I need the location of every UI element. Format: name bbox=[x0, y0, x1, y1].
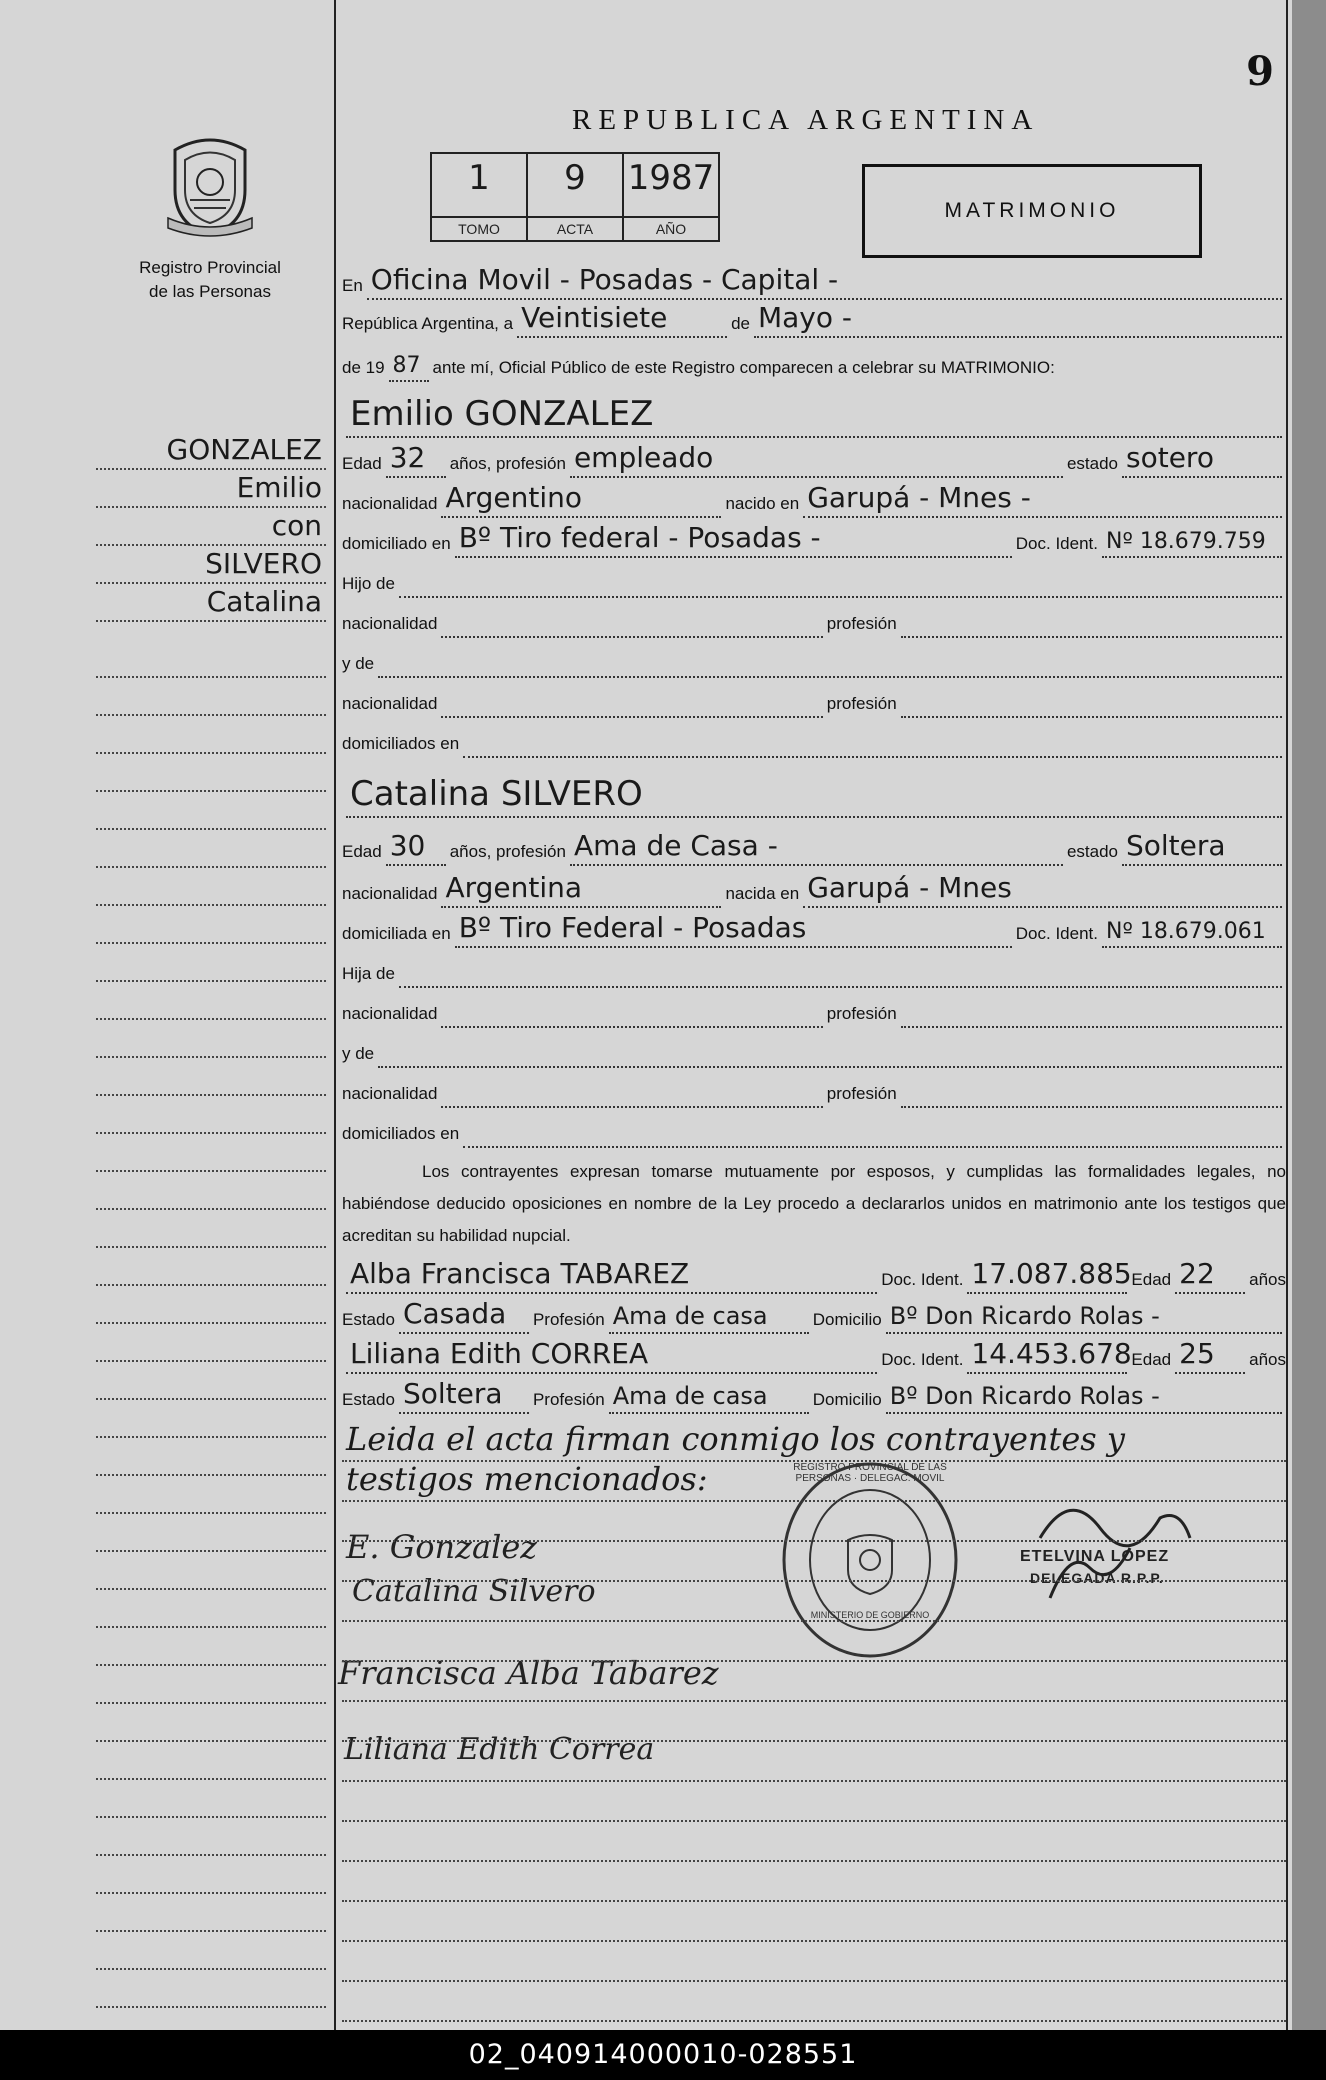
left-margin-rule bbox=[334, 0, 336, 2030]
margin-blank-line bbox=[96, 1134, 326, 1172]
margin-blank-line bbox=[96, 1780, 326, 1818]
margin-blank-line bbox=[96, 1096, 326, 1134]
witness1-name-row: Alba Francisca TABAREZ Doc. Ident. 17.087.885 Edad 22 años bbox=[342, 1262, 1286, 1294]
margin-blank-line bbox=[96, 1666, 326, 1704]
record-type-box: MATRIMONIO bbox=[862, 164, 1202, 258]
groom-name-row bbox=[342, 396, 1286, 438]
witness2-profession-field: Ama de casa bbox=[609, 1380, 809, 1414]
margin-blank-line bbox=[96, 868, 326, 906]
record-number-box bbox=[430, 152, 720, 242]
registry-name: Registro Provincial de las Personas bbox=[139, 258, 281, 301]
witness2-doc-field: 14.453.678 bbox=[967, 1340, 1127, 1374]
bride-profession-field: Ama de Casa - bbox=[570, 832, 1063, 866]
bride-father-profession-field bbox=[901, 994, 1282, 1028]
groom-domicile-row: domiciliado en Bº Tiro federal - Posadas - Doc. Ident. Nº 18.679.759 bbox=[342, 526, 1286, 558]
margin-blank-line bbox=[96, 716, 326, 754]
groom-nationality-field: Argentino bbox=[441, 484, 721, 518]
bride-domicile-row: domiciliada en Bº Tiro Federal - Posadas Doc. Ident. Nº 18.679.061 bbox=[342, 916, 1286, 948]
bride-father-row: Hija de bbox=[342, 956, 1286, 988]
margin-blank-line bbox=[96, 1324, 326, 1362]
witness2-name-field: Liliana Edith CORREA bbox=[346, 1340, 877, 1374]
margin-blank-line bbox=[96, 640, 326, 678]
country-heading: REPUBLICA ARGENTINA bbox=[572, 104, 1040, 136]
footer-id: 02_040914000010-028551 bbox=[0, 2030, 1326, 2080]
place-row: En Oficina Movil - Posadas - Capital - bbox=[342, 268, 1286, 300]
bride-mother-profession-field bbox=[901, 1074, 1282, 1108]
bride-mother-field bbox=[378, 1034, 1282, 1068]
blank-ruled-line bbox=[342, 1904, 1286, 1942]
groom-doc-field: Nº 18.679.759 bbox=[1102, 524, 1282, 558]
witness2-details-row: Estado Soltera Profesión Ama de casa Domicilio Bº Don Ricardo Rolas - bbox=[342, 1382, 1286, 1414]
groom-parents-domicile-field bbox=[463, 724, 1282, 758]
officer-title: DELEGADA R.P.P. bbox=[1030, 1570, 1164, 1586]
margin-blank-line bbox=[96, 1362, 326, 1400]
bride-father-field bbox=[399, 954, 1282, 988]
right-margin-rule bbox=[1286, 0, 1288, 2030]
witness1-domicile-field: Bº Don Ricardo Rolas - bbox=[886, 1300, 1282, 1334]
groom-father-row: Hijo de bbox=[342, 566, 1286, 598]
bride-nationality-row: nacionalidad Argentina nacida en Garupá - Mnes bbox=[342, 876, 1286, 908]
bride-birthplace-field: Garupá - Mnes bbox=[803, 874, 1282, 908]
margin-blank-line bbox=[96, 754, 326, 792]
witness1-name-field: Alba Francisca TABAREZ bbox=[346, 1260, 877, 1294]
tomo-cell: 1 TOMO bbox=[432, 154, 528, 240]
witness1-age-field: 22 bbox=[1175, 1260, 1245, 1294]
witness2-age-field: 25 bbox=[1175, 1340, 1245, 1374]
margin-blank-line bbox=[96, 1894, 326, 1932]
margin-blank-line bbox=[96, 1742, 326, 1780]
groom-age-row: Edad 32 años, profesión empleado estado sotero bbox=[342, 446, 1286, 478]
groom-mother-nationality-field bbox=[441, 684, 822, 718]
margin-blank-line bbox=[96, 1400, 326, 1438]
ano-cell: 1987 AÑO bbox=[624, 154, 718, 240]
bride-nationality-field: Argentina bbox=[441, 874, 721, 908]
margin-blank-line bbox=[96, 1856, 326, 1894]
witness2-name-row: Liliana Edith CORREA Doc. Ident. 14.453.678 Edad 25 años bbox=[342, 1342, 1286, 1374]
margin-blank-line bbox=[96, 1248, 326, 1286]
province-seal bbox=[160, 130, 260, 240]
bride-status-field: Soltera bbox=[1122, 832, 1282, 866]
groom-mother-profession-field bbox=[901, 684, 1282, 718]
blank-ruled-line bbox=[342, 1784, 1286, 1822]
blank-ruled-line bbox=[342, 1504, 1286, 1542]
blank-ruled-line bbox=[342, 1944, 1286, 1982]
margin-blank-line bbox=[96, 1514, 326, 1552]
margin-blank-line bbox=[96, 1476, 326, 1514]
groom-father-nationality-row: nacionalidad profesión bbox=[342, 606, 1286, 638]
declaration-paragraph: Los contrayentes expresan tomarse mutuamente por esposos, y cumplidas las formalidades legales, no habiéndose deducido oposiciones en nombre de la Ley procedo a declararlos unidos en matrimonio ante los testigos que acreditan su habilidad nupcial. bbox=[342, 1162, 1286, 1245]
place-field: Oficina Movil - Posadas - Capital - bbox=[367, 266, 1282, 300]
bride-father-nationality-field bbox=[441, 994, 822, 1028]
blank-ruled-line bbox=[342, 1984, 1286, 2022]
date-row: República Argentina, a Veintisiete de Mayo - bbox=[342, 306, 1286, 338]
blank-ruled-line bbox=[342, 1664, 1286, 1702]
margin-note-line: GONZALEZ bbox=[96, 432, 326, 470]
groom-profession-field: empleado bbox=[570, 444, 1063, 478]
blank-ruled-line bbox=[342, 1824, 1286, 1862]
blank-ruled-line bbox=[342, 1624, 1286, 1662]
blank-ruled-line bbox=[342, 1744, 1286, 1782]
groom-age-field: 32 bbox=[386, 444, 446, 478]
bride-domicile-field: Bº Tiro Federal - Posadas bbox=[455, 914, 1012, 948]
blank-ruled-line bbox=[342, 1544, 1286, 1582]
witness2-status-field: Soltera bbox=[399, 1380, 529, 1414]
groom-nationality-row: nacionalidad Argentino nacido en Garupá - Mnes - bbox=[342, 486, 1286, 518]
bride-parents-domicile-row: domiciliados en bbox=[342, 1116, 1286, 1148]
witness1-profession-field: Ama de casa bbox=[609, 1300, 809, 1334]
groom-mother-field bbox=[378, 644, 1282, 678]
closing-line: Leida el acta firman conmigo los contrayentes y bbox=[342, 1424, 1286, 1462]
witness1-status-field: Casada bbox=[399, 1300, 529, 1334]
margin-blank-line bbox=[96, 1438, 326, 1476]
closing-line: testigos mencionados: bbox=[342, 1464, 1286, 1502]
signature-witness1: Francisca Alba Tabarez bbox=[338, 1654, 719, 1692]
signature-groom: E. Gonzalez bbox=[346, 1528, 538, 1566]
blank-ruled-line bbox=[342, 1704, 1286, 1742]
bride-parents-domicile-field bbox=[463, 1114, 1282, 1148]
margin-blank-line bbox=[96, 1590, 326, 1628]
margin-blank-line bbox=[96, 1020, 326, 1058]
bride-name-field: Catalina SILVERO bbox=[346, 772, 1282, 818]
page-edge bbox=[1292, 0, 1326, 2030]
year-field: 87 bbox=[389, 348, 429, 382]
margin-blank-line bbox=[96, 1818, 326, 1856]
groom-domicile-field: Bº Tiro federal - Posadas - bbox=[455, 524, 1012, 558]
bride-age-field: 30 bbox=[386, 832, 446, 866]
margin-blank-line bbox=[96, 1286, 326, 1324]
witness1-details-row: Estado Casada Profesión Ama de casa Domicilio Bº Don Ricardo Rolas - bbox=[342, 1302, 1286, 1334]
margin-blank-line bbox=[96, 1970, 326, 2008]
groom-parents-domicile-row: domiciliados en bbox=[342, 726, 1286, 758]
stamp-outer-text: REGISTRO PROVINCIAL DE LAS PERSONAS · DELEGAC. MOVIL bbox=[793, 1462, 947, 1484]
blank-ruled-line bbox=[342, 1584, 1286, 1622]
margin-blank-line bbox=[96, 2008, 326, 2030]
margin-note-line: Emilio bbox=[96, 470, 326, 508]
witness2-domicile-field: Bº Don Ricardo Rolas - bbox=[886, 1380, 1282, 1414]
signature-witness2: Liliana Edith Correa bbox=[344, 1732, 655, 1767]
margin-blank-line bbox=[96, 944, 326, 982]
margin-blank-line bbox=[96, 1172, 326, 1210]
blank-ruled-line bbox=[342, 1864, 1286, 1902]
stamp-inner-text: MINISTERIO DE GOBIERNO bbox=[810, 1610, 930, 1620]
margin-note-line: Catalina bbox=[96, 584, 326, 622]
bride-father-nationality-row: nacionalidad profesión bbox=[342, 996, 1286, 1028]
bride-age-row: Edad 30 años, profesión Ama de Casa - estado Soltera bbox=[342, 834, 1286, 866]
bride-name-row bbox=[342, 774, 1286, 818]
margin-blank-line bbox=[96, 1058, 326, 1096]
margin-blank-line bbox=[96, 1628, 326, 1666]
groom-father-profession-field bbox=[901, 604, 1282, 638]
groom-father-field bbox=[399, 564, 1282, 598]
margin-blank-line bbox=[96, 1704, 326, 1742]
officer-name: ETELVINA LOPEZ bbox=[1020, 1548, 1170, 1565]
month-field: Mayo - bbox=[754, 304, 1282, 338]
acta-cell: 9 ACTA bbox=[528, 154, 624, 240]
margin-blank-line bbox=[96, 678, 326, 716]
day-field: Veintisiete bbox=[517, 304, 727, 338]
margin-blank-line bbox=[96, 1552, 326, 1590]
groom-mother-row: y de bbox=[342, 646, 1286, 678]
groom-status-field: sotero bbox=[1122, 444, 1282, 478]
groom-mother-nationality-row: nacionalidad profesión bbox=[342, 686, 1286, 718]
groom-name-field: Emilio GONZALEZ bbox=[346, 394, 1282, 438]
witness1-doc-field: 17.087.885 bbox=[967, 1260, 1127, 1294]
margin-blank-line bbox=[96, 982, 326, 1020]
margin-note-line: SILVERO bbox=[96, 546, 326, 584]
bride-mother-nationality-field bbox=[441, 1074, 822, 1108]
groom-birthplace-field: Garupá - Mnes - bbox=[803, 484, 1282, 518]
bride-doc-field: Nº 18.679.061 bbox=[1102, 914, 1282, 948]
margin-blank-line bbox=[96, 792, 326, 830]
groom-father-nationality-field bbox=[441, 604, 822, 638]
bride-mother-row: y de bbox=[342, 1036, 1286, 1068]
bride-mother-nationality-row: nacionalidad profesión bbox=[342, 1076, 1286, 1108]
margin-note-line: con bbox=[96, 508, 326, 546]
margin-blank-line bbox=[96, 906, 326, 944]
signature-bride: Catalina Silvero bbox=[352, 1574, 596, 1609]
margin-blank-line bbox=[96, 1932, 326, 1970]
year-row: de 19 87 ante mí, Oficial Público de este Registro comparecen a celebrar su MATRIMONIO: bbox=[342, 350, 1286, 382]
page-number: 9 bbox=[1246, 48, 1274, 95]
margin-blank-line bbox=[96, 830, 326, 868]
margin-blank-line bbox=[96, 1210, 326, 1248]
